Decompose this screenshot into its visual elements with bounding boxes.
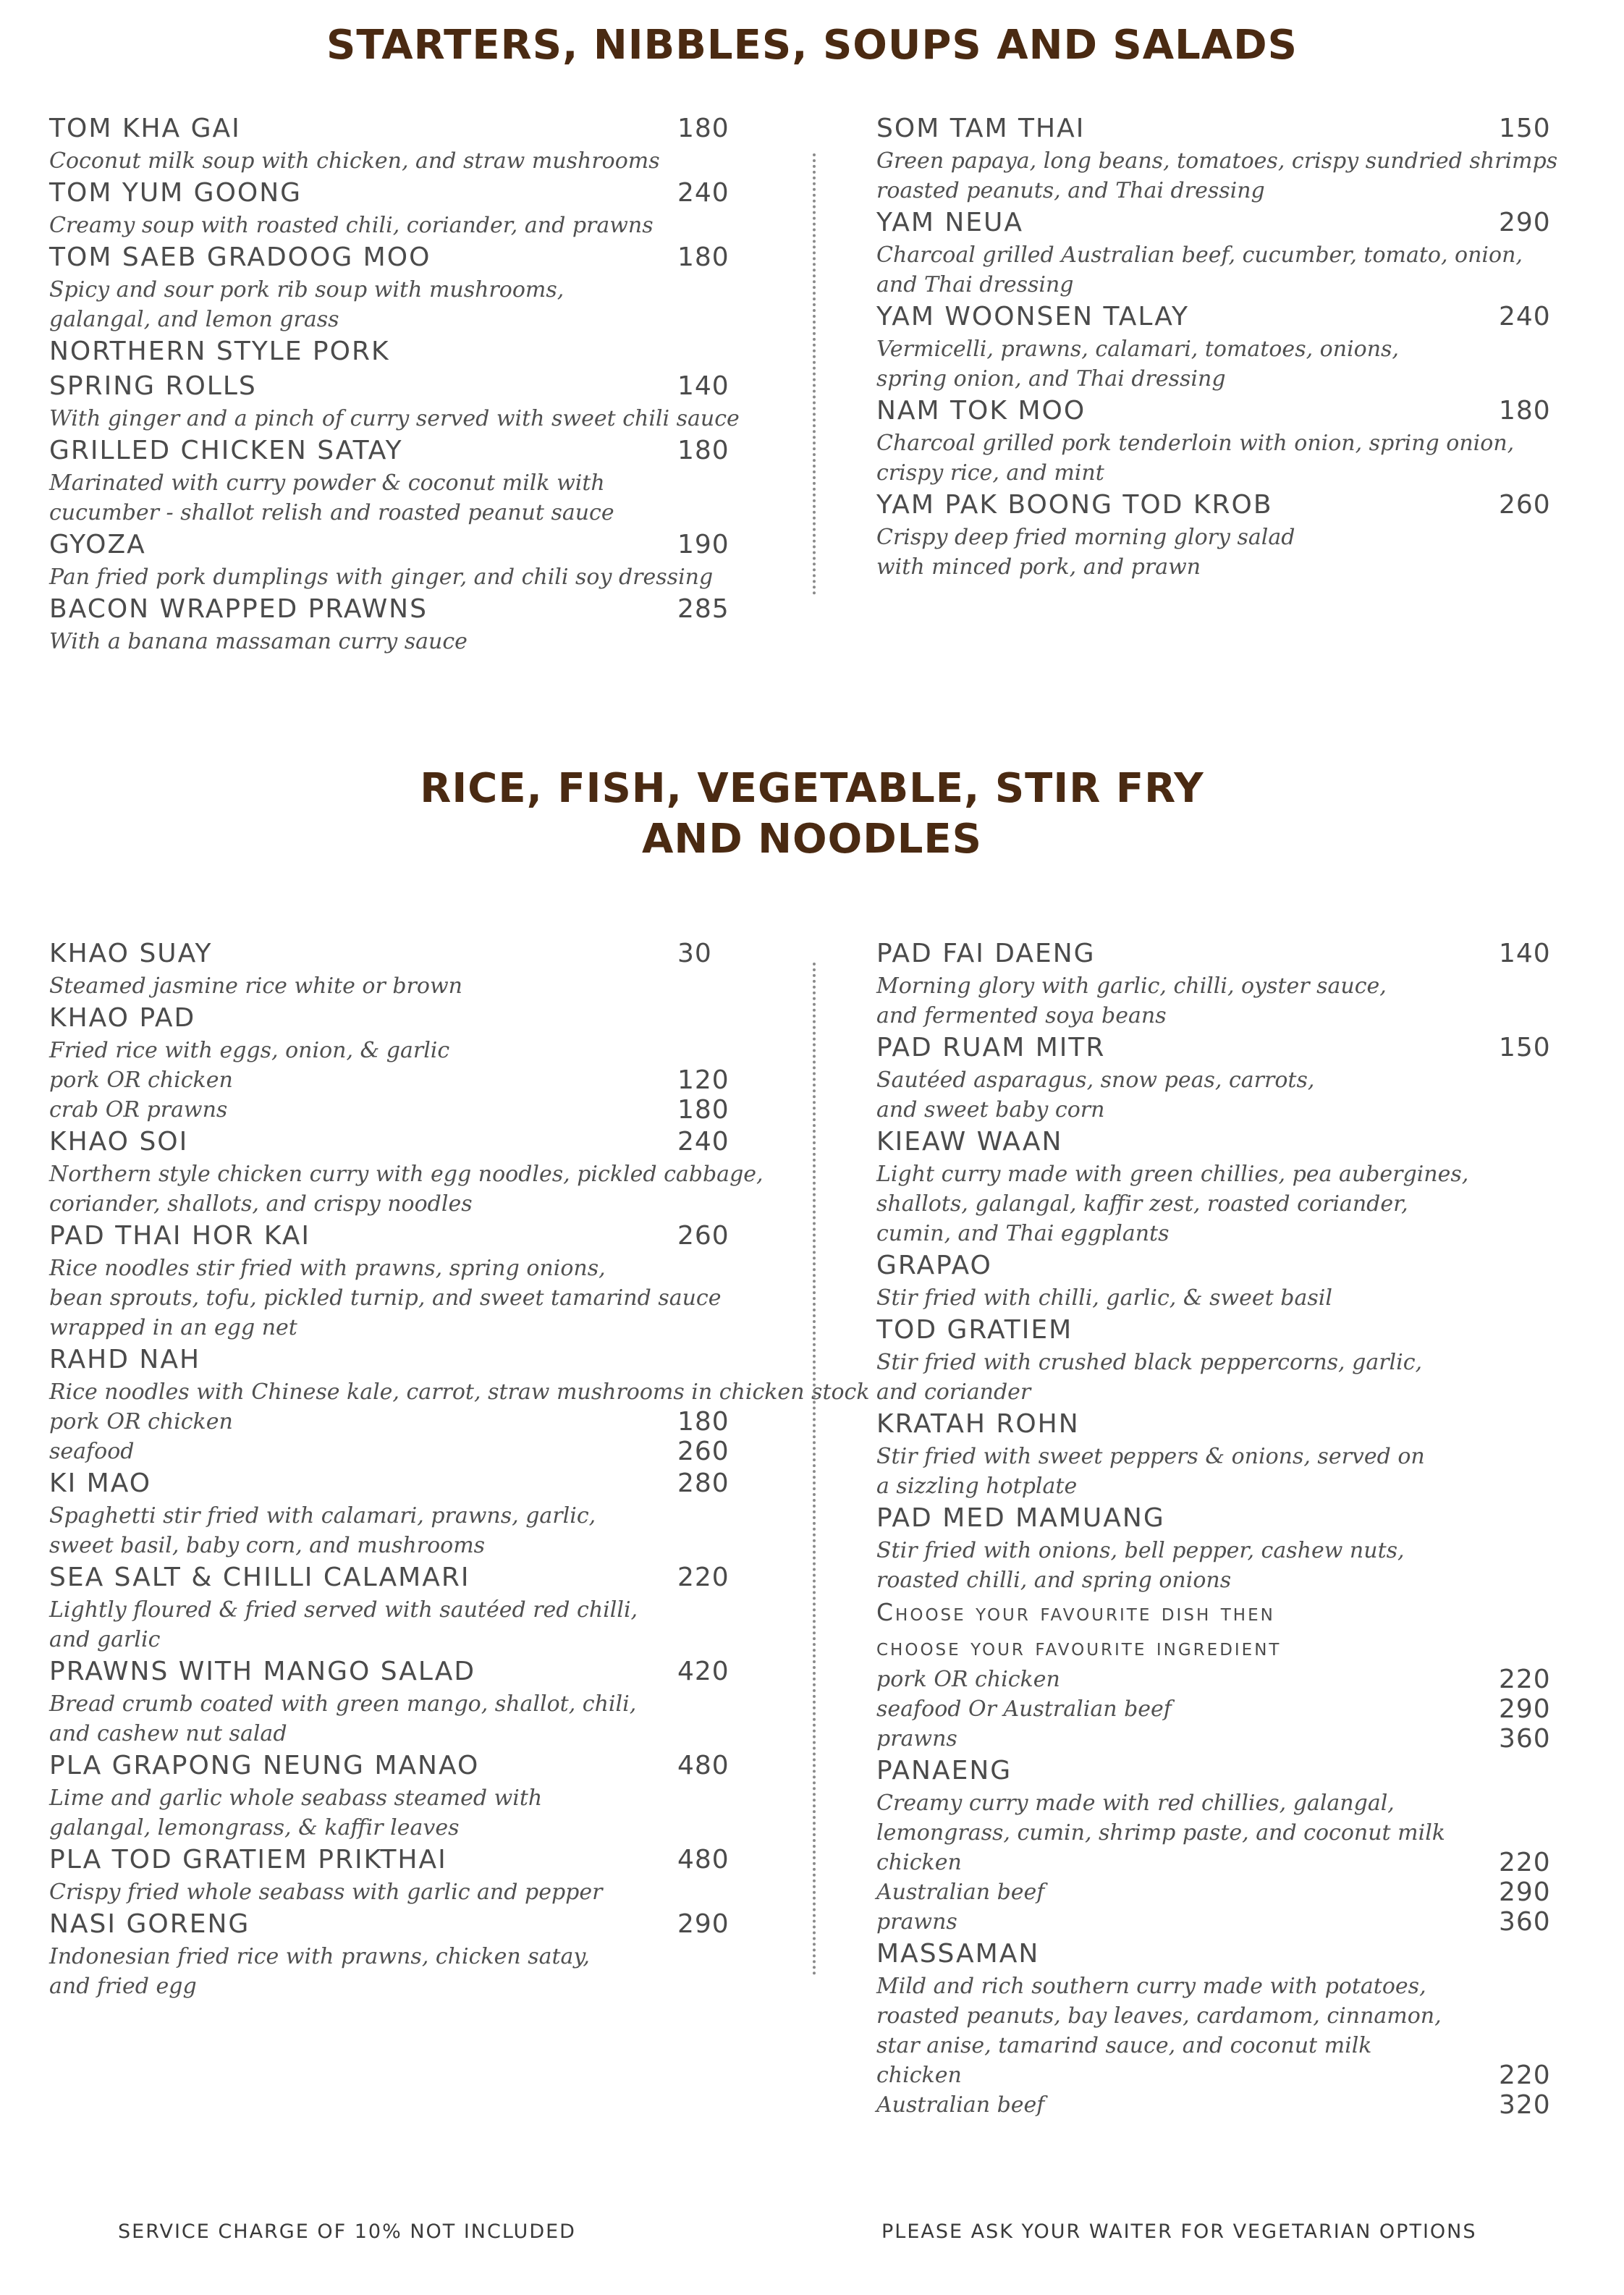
menu-item-description: Creamy soup with roasted chili, coriander, and prawns (49, 213, 654, 238)
menu-item-header (876, 1754, 1586, 1788)
menu-item-price: 290 (1499, 208, 1551, 237)
menu-item-kratah-rohn (876, 1407, 1586, 1501)
menu-item-description: Fried rice with eggs, onion, & garlic (49, 1038, 450, 1063)
menu-item-description: coriander, shallots, and crispy noodles (49, 1191, 473, 1217)
menu-item-header (876, 1248, 1586, 1283)
menu-item-name: SOM TAM THAI (876, 114, 1086, 143)
menu-item-pla-tod-gratiem-prikthai (49, 1843, 809, 1907)
menu-item-description: and fermented soya beans (876, 1003, 1167, 1028)
menu-item-price: 30 (677, 939, 712, 968)
menu-item-description: Stir fried with crushed black peppercorns, garlic, (876, 1350, 1423, 1375)
menu-item-name: PLA TOD GRATIEM PRIKTHAI (49, 1845, 447, 1875)
menu-item-khao-pad (49, 1001, 809, 1125)
menu-option-label: Australian beef (876, 2092, 1045, 2118)
menu-item-sea-salt-chilli-calamari (49, 1560, 809, 1654)
menu-item-northern-style-pork (49, 334, 773, 369)
menu-item-name: choose your favourite ingredient (876, 1633, 1282, 1661)
menu-item-som-tam-thai (876, 111, 1586, 206)
menu-option-price: 260 (677, 1437, 729, 1466)
menu-item-header (876, 1407, 1586, 1442)
menu-item-price: 240 (1499, 302, 1551, 331)
menu-item-price: 480 (677, 1845, 729, 1875)
menu-item-price: 480 (677, 1751, 729, 1780)
menu-item-price: 280 (677, 1468, 729, 1498)
menu-item-description: Light curry made with green chillies, pea aubergines, (876, 1162, 1469, 1187)
menu-option-label: prawns (876, 1909, 957, 1935)
menu-item-description: Spicy and sour pork rib soup with mushrooms, (49, 277, 564, 303)
menu-item-description: and coriander (876, 1379, 1031, 1405)
menu-item-description: Sautéed asparagus, snow peas, carrots, (876, 1068, 1315, 1093)
menu-item-nasi-goreng (49, 1907, 809, 2001)
menu-item-description: crispy rice, and mint (876, 460, 1104, 486)
menu-item-header (876, 937, 1586, 971)
menu-item-price: 420 (677, 1657, 729, 1686)
menu-option-price: 220 (1499, 1848, 1551, 1877)
menu-item-name: KHAO SUAY (49, 939, 213, 968)
menu-option-price: 360 (1499, 1907, 1551, 1937)
menu-item-description: Lime and garlic whole seabass steamed with (49, 1785, 543, 1811)
menu-item-header (49, 1466, 809, 1501)
menu-item-header (49, 240, 773, 275)
menu-item-description: shallots, galangal, kaffir zest, roasted coriander, (876, 1191, 1408, 1217)
menu-item-description: star anise, tamarind sauce, and coconut milk (876, 2033, 1372, 2058)
menu-item-header (49, 1654, 809, 1689)
starters-right-column (876, 111, 1586, 582)
menu-item-description: with minced pork, and prawn (876, 554, 1201, 580)
menu-item-name: BACON WRAPPED PRAWNS (49, 594, 428, 624)
menu-item-header (49, 369, 773, 404)
menu-item-name: SEA SALT & CHILLI CALAMARI (49, 1563, 470, 1592)
menu-item-description: Northern style chicken curry with egg noodles, pickled cabbage, (49, 1162, 764, 1187)
menu-item-description: a sizzling hotplate (876, 1474, 1078, 1499)
menu-option-label: seafood Or Australian beef (876, 1696, 1172, 1722)
menu-item-description: galangal, lemongrass, & kaffir leaves (49, 1815, 460, 1840)
menu-item-pad-fai-daeng (876, 937, 1586, 1031)
section-title-rice (0, 764, 1624, 865)
menu-item-tom-yum-goong (49, 176, 773, 240)
menu-item-name: PAD THAI HOR KAI (49, 1221, 311, 1251)
menu-item-description: Stir fried with sweet peppers & onions, served on (876, 1444, 1425, 1469)
menu-item-header (876, 1031, 1586, 1065)
menu-item-header (49, 111, 773, 146)
menu-item-description: roasted peanuts, bay leaves, cardamom, cinnamon, (876, 2003, 1442, 2029)
menu-item-yam-neua (876, 206, 1586, 300)
menu-item-description: With a banana massaman curry sauce (49, 629, 468, 654)
menu-item-pad-ruam-mitr (876, 1031, 1586, 1125)
menu-item-name: KRATAH ROHN (876, 1409, 1080, 1439)
menu-option-price: 120 (677, 1065, 729, 1095)
menu-option-label: pork OR chicken (49, 1068, 233, 1093)
menu-item-price: 260 (1499, 490, 1551, 520)
menu-item-name: YAM NEUA (876, 208, 1023, 237)
menu-item-grilled-chicken-satay (49, 434, 773, 528)
menu-item-header (49, 592, 773, 627)
menu-item-tom-kha-gai (49, 111, 773, 176)
menu-item-header (49, 1907, 809, 1942)
menu-item-description: roasted chilli, and spring onions (876, 1568, 1232, 1593)
menu-item-header (876, 1501, 1586, 1536)
menu-option-price: 220 (1499, 1665, 1551, 1694)
menu-item-header (49, 937, 809, 971)
menu-item-description: Vermicelli, prawns, calamari, tomatoes, onions, (876, 337, 1399, 362)
menu-item-name: GRILLED CHICKEN SATAY (49, 436, 403, 465)
menu-option-row (49, 1437, 809, 1466)
menu-item-grapao (876, 1248, 1586, 1313)
menu-item-description: Steamed jasmine rice white or brown (49, 973, 462, 999)
menu-item-name: Choose your favourite dish then (876, 1598, 1275, 1626)
menu-item-description: Crispy deep fried morning glory salad (876, 525, 1295, 550)
menu-option-label: pork OR chicken (49, 1409, 233, 1434)
menu-item-header (876, 1313, 1586, 1348)
menu-item-description: wrapped in an egg net (49, 1315, 297, 1340)
menu-item-description: bean sprouts, tofu, pickled turnip, and sweet tamarind sauce (49, 1285, 722, 1311)
menu-item-name: PAD MED MAMUANG (876, 1503, 1165, 1533)
menu-item-description: Coconut milk soup with chicken, and straw mushrooms (49, 148, 660, 174)
menu-item-name: KHAO SOI (49, 1127, 189, 1157)
menu-item-header (49, 434, 773, 468)
menu-item-header (876, 394, 1586, 428)
menu-item-description: and cashew nut salad (49, 1721, 287, 1746)
menu-item-description: Crispy fried whole seabass with garlic and pepper (49, 1880, 603, 1905)
menu-item-price: 180 (677, 242, 729, 272)
menu-item-header (49, 334, 773, 369)
menu-item-name: PANAENG (876, 1756, 1012, 1785)
menu-item-description: Charcoal grilled Australian beef, cucumber, tomato, onion, (876, 242, 1523, 268)
menu-item-description: Pan fried pork dumplings with ginger, and chili soy dressing (49, 565, 714, 590)
menu-item-yam-pak-boong-tod-krob (876, 488, 1586, 582)
menu-item-description: and Thai dressing (876, 272, 1074, 297)
menu-item-nam-tok-moo (876, 394, 1586, 488)
menu-item-description: Green papaya, long beans, tomatoes, crispy sundried shrimps (876, 148, 1558, 174)
menu-item-description: Lightly floured & fried served with sautéed red chilli, (49, 1597, 638, 1623)
menu-item-price: 140 (1499, 939, 1551, 968)
menu-item-panaeng (876, 1754, 1586, 1937)
menu-option-row (876, 1724, 1586, 1754)
menu-item-name: MASSAMAN (876, 1939, 1040, 1969)
menu-item-name: KHAO PAD (49, 1003, 196, 1033)
menu-option-label: chicken (876, 1850, 962, 1875)
menu-item-description: galangal, and lemon grass (49, 307, 339, 332)
menu-item-header (49, 1343, 809, 1377)
menu-item-name: NORTHERN STYLE PORK (49, 337, 390, 366)
menu-item-header (49, 1560, 809, 1595)
menu-item-header (876, 1630, 1586, 1665)
menu-item-price: 180 (677, 436, 729, 465)
menu-item-price: 190 (677, 530, 729, 559)
menu-item-description: Indonesian fried rice with prawns, chicken satay, (49, 1944, 590, 1969)
menu-item-description: Bread crumb coated with green mango, shallot, chili, (49, 1691, 637, 1717)
menu-item-yam-woonsen-talay (876, 300, 1586, 394)
menu-item-header (876, 300, 1586, 334)
menu-item-choose-your-favourite-dish-then (876, 1595, 1586, 1630)
menu-item-header (876, 111, 1586, 146)
menu-item-name: KI MAO (49, 1468, 152, 1498)
vegetarian-note: PLEASE ASK YOUR WAITER FOR VEGETARIAN OPTIONS (881, 2220, 1477, 2243)
menu-item-header (49, 528, 773, 562)
menu-item-header (876, 206, 1586, 240)
menu-option-row (876, 1694, 1586, 1724)
menu-option-price: 290 (1499, 1694, 1551, 1724)
menu-item-description: spring onion, and Thai dressing (876, 366, 1226, 392)
menu-option-row (876, 1877, 1586, 1907)
menu-item-pad-med-mamuang (876, 1501, 1586, 1595)
menu-item-choose-your-favourite-ingredient (876, 1630, 1586, 1754)
menu-item-price: 240 (677, 178, 729, 208)
menu-option-row (876, 1848, 1586, 1877)
menu-item-khao-soi (49, 1125, 809, 1219)
menu-item-price: 150 (1499, 114, 1551, 143)
menu-item-ki-mao (49, 1466, 809, 1560)
starters-left-column (49, 111, 773, 656)
menu-item-price: 240 (677, 1127, 729, 1157)
menu-item-name: YAM PAK BOONG TOD KROB (876, 490, 1273, 520)
column-divider (813, 963, 816, 1976)
menu-item-price: 260 (677, 1221, 729, 1251)
menu-item-pad-thai-hor-kai (49, 1219, 809, 1343)
menu-option-label: seafood (49, 1439, 135, 1464)
menu-option-row (49, 1095, 809, 1125)
menu-item-name: NAM TOK MOO (876, 396, 1086, 426)
rice-left-column (49, 937, 870, 2001)
menu-option-label: chicken (876, 2063, 962, 2088)
menu-item-header (876, 1125, 1586, 1159)
menu-item-header (49, 1001, 809, 1036)
menu-item-massaman (876, 1937, 1586, 2120)
menu-item-name: PRAWNS WITH MANGO SALAD (49, 1657, 476, 1686)
menu-item-name: SPRING ROLLS (49, 371, 257, 401)
menu-item-description: and garlic (49, 1627, 161, 1652)
menu-option-price: 290 (1499, 1877, 1551, 1907)
menu-option-row (49, 1407, 809, 1437)
menu-item-description: and fried egg (49, 1974, 197, 1999)
menu-item-name: YAM WOONSEN TALAY (876, 302, 1190, 331)
menu-item-price: 220 (677, 1563, 729, 1592)
menu-item-header (876, 1595, 1586, 1630)
section-title-line2: AND NOODLES (641, 816, 983, 863)
menu-item-name: TOM YUM GOONG (49, 178, 303, 208)
menu-item-description: Morning glory with garlic, chilli, oyster sauce, (876, 973, 1387, 999)
menu-option-row (876, 1907, 1586, 1937)
menu-item-kieaw-waan (876, 1125, 1586, 1248)
menu-item-description: lemongrass, cumin, shrimp paste, and coconut milk (876, 1820, 1445, 1846)
menu-item-price: 140 (677, 371, 729, 401)
menu-item-description: roasted peanuts, and Thai dressing (876, 178, 1265, 203)
menu-option-price: 180 (677, 1095, 729, 1125)
section-title-line1: RICE, FISH, VEGETABLE, STIR FRY (420, 765, 1204, 812)
menu-item-header (49, 1843, 809, 1877)
menu-item-description: Creamy curry made with red chillies, galangal, (876, 1791, 1395, 1816)
menu-item-name: TOD GRATIEM (876, 1315, 1073, 1345)
menu-item-name: PLA GRAPONG NEUNG MANAO (49, 1751, 480, 1780)
menu-item-description: Mild and rich southern curry made with potatoes, (876, 1974, 1426, 1999)
menu-item-header (49, 176, 773, 211)
menu-option-row (876, 2061, 1586, 2090)
menu-item-header (49, 1219, 809, 1254)
menu-item-name: TOM SAEB GRADOOG MOO (49, 242, 431, 272)
menu-item-header (876, 1937, 1586, 1971)
menu-item-price: 180 (677, 114, 729, 143)
menu-item-price: 150 (1499, 1033, 1551, 1062)
menu-item-gyoza (49, 528, 773, 592)
menu-item-name: KIEAW WAAN (876, 1127, 1063, 1157)
menu-item-description: sweet basil, baby corn, and mushrooms (49, 1533, 486, 1558)
menu-item-name: TOM KHA GAI (49, 114, 241, 143)
menu-item-tom-saeb-gradoog-moo (49, 240, 773, 334)
menu-item-header (49, 1749, 809, 1783)
rice-right-column (876, 937, 1586, 2120)
menu-option-label: Australian beef (876, 1880, 1045, 1905)
menu-option-price: 320 (1499, 2090, 1551, 2120)
menu-item-name: GRAPAO (876, 1251, 992, 1280)
menu-item-pla-grapong-neung-manao (49, 1749, 809, 1843)
menu-item-description: Spaghetti stir fried with calamari, prawns, garlic, (49, 1503, 596, 1529)
menu-option-price: 180 (677, 1407, 729, 1437)
menu-item-description: Rice noodles with Chinese kale, carrot, straw mushrooms in chicken stock (49, 1379, 870, 1405)
menu-option-price: 220 (1499, 2061, 1551, 2090)
menu-item-name: RAHD NAH (49, 1345, 201, 1374)
menu-item-prawns-with-mango-salad (49, 1654, 809, 1749)
menu-item-description: Rice noodles stir fried with prawns, spring onions, (49, 1256, 606, 1281)
menu-option-row (876, 2090, 1586, 2120)
menu-item-description: Charcoal grilled pork tenderloin with onion, spring onion, (876, 431, 1515, 456)
menu-item-price: 290 (677, 1909, 729, 1939)
menu-option-label: prawns (876, 1726, 957, 1751)
menu-item-name: GYOZA (49, 530, 146, 559)
menu-item-name: NASI GORENG (49, 1909, 250, 1939)
menu-option-row (49, 1065, 809, 1095)
menu-item-header (876, 488, 1586, 523)
menu-item-description: Marinated with curry powder & coconut milk with (49, 470, 605, 496)
menu-item-price: 180 (1499, 396, 1551, 426)
section-title-starters: STARTERS, NIBBLES, SOUPS AND SALADS (326, 22, 1298, 69)
column-divider (813, 153, 816, 595)
menu-option-label: crab OR prawns (49, 1097, 228, 1123)
menu-item-tod-gratiem (876, 1313, 1586, 1407)
menu-item-description: With ginger and a pinch of curry served with sweet chili sauce (49, 406, 740, 431)
menu-option-row (876, 1665, 1586, 1694)
menu-item-bacon-wrapped-prawns (49, 592, 773, 656)
menu-item-khao-suay (49, 937, 809, 1001)
menu-item-spring-rolls (49, 369, 773, 434)
menu-item-description: cucumber - shallot relish and roasted peanut sauce (49, 500, 614, 525)
menu-item-name: PAD FAI DAENG (876, 939, 1096, 968)
menu-item-header (49, 1125, 809, 1159)
menu-item-description: and sweet baby corn (876, 1097, 1105, 1123)
menu-option-price: 360 (1499, 1724, 1551, 1754)
menu-item-description: cumin, and Thai eggplants (876, 1221, 1170, 1246)
menu-item-description: Stir fried with onions, bell pepper, cashew nuts, (876, 1538, 1405, 1563)
menu-item-name: PAD RUAM MITR (876, 1033, 1106, 1062)
menu-item-rahd-nah (49, 1343, 870, 1466)
menu-item-price: 285 (677, 594, 729, 624)
menu-option-label: pork OR chicken (876, 1667, 1060, 1692)
menu-item-description: Stir fried with chilli, garlic, & sweet basil (876, 1285, 1332, 1311)
service-charge-note: SERVICE CHARGE OF 10% NOT INCLUDED (118, 2220, 576, 2243)
